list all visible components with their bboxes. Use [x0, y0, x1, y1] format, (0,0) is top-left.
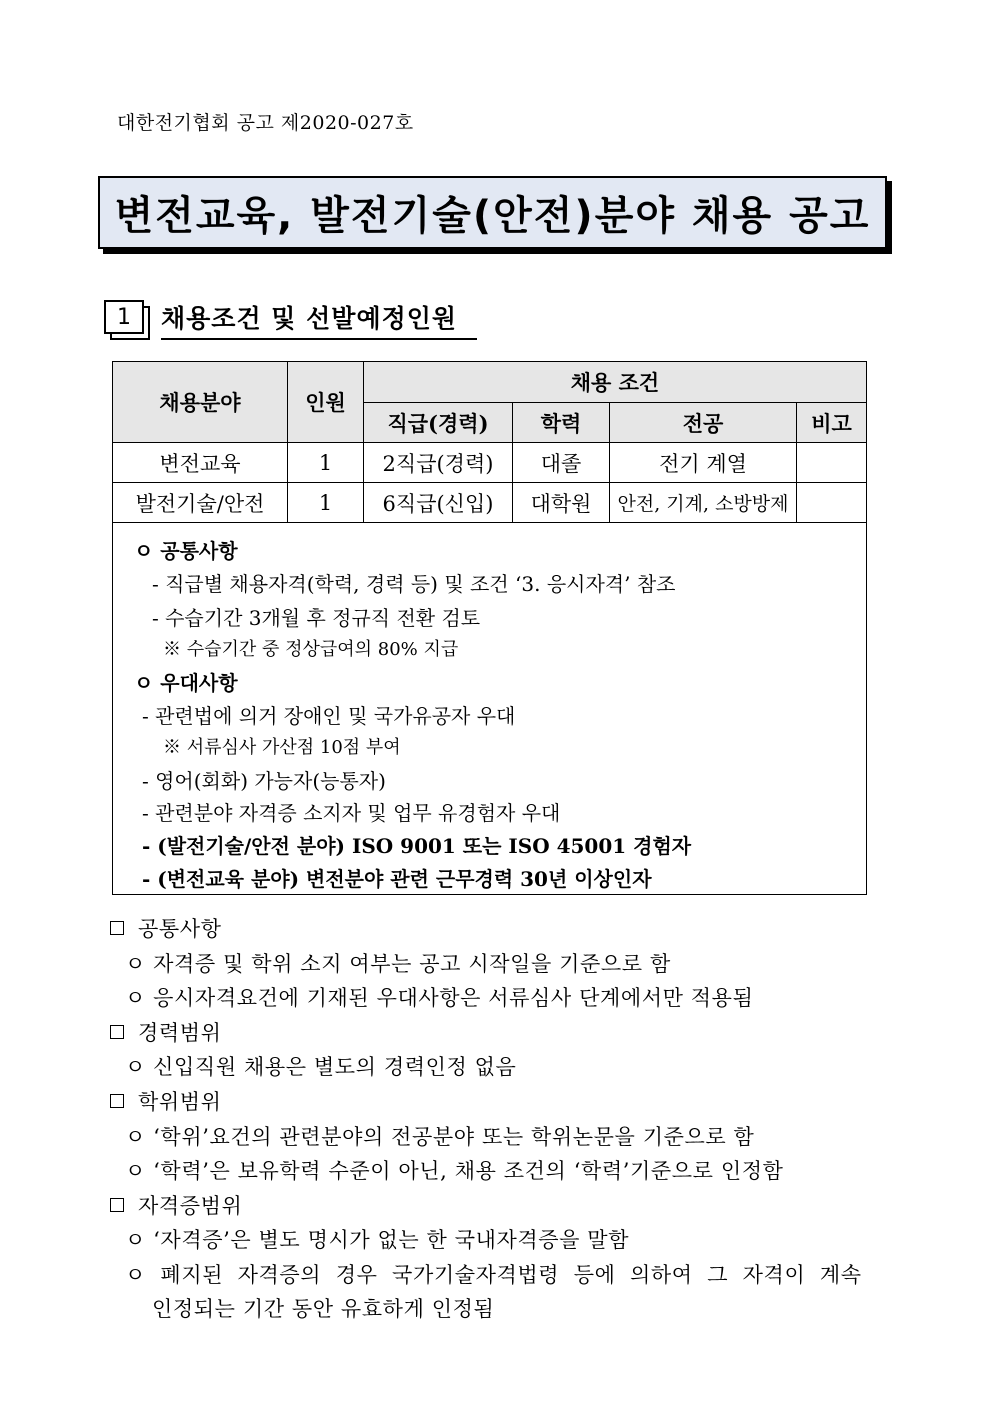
checkbox-square-icon: [110, 921, 124, 935]
note-heading-preference: ㅇ 우대사항: [134, 671, 238, 695]
cell-education: 대졸: [513, 443, 610, 483]
section-number-box: [104, 300, 146, 336]
recruitment-table: [112, 361, 867, 523]
body-line: ㅇ ‘자격증’은 별도 명시가 없는 한 국내자격증을 말함: [125, 1228, 630, 1252]
cell-major: 안전, 기계, 소방방제: [610, 483, 797, 523]
cell-grade: 2직급(경력): [364, 443, 513, 483]
note-line: - 관련분야 자격증 소지자 및 업무 유경험자 우대: [142, 801, 561, 825]
note-remark: ※ 수습기간 중 정상급여의 80% 지급: [163, 639, 459, 660]
body-heading: 자격증범위: [110, 1190, 242, 1220]
table-row: [113, 483, 867, 523]
header-grade: 직급(경력): [364, 403, 513, 443]
body-line: ㅇ 폐지된 자격증의 경우 국가기술자격법령 등에 의하여 그 자격이 계속: [125, 1263, 862, 1287]
body-line: 인정되는 기간 동안 유효하게 인정됨: [152, 1297, 495, 1321]
note-line-bold: - (발전기술/안전 분야) ISO 9001 또는 ISO 45001 경험자: [142, 834, 692, 858]
note-heading-common: ㅇ 공통사항: [134, 539, 238, 563]
note-line: - 수습기간 3개월 후 정규직 전환 검토: [152, 606, 481, 630]
cell-grade: 6직급(신입): [364, 483, 513, 523]
body-line: ㅇ 신입직원 채용은 별도의 경력인정 없음: [125, 1055, 517, 1079]
note-remark: ※ 서류심사 가산점 10점 부여: [163, 737, 401, 758]
note-line-bold: - (변전교육 분야) 변전분야 관련 근무경력 30년 이상인자: [142, 867, 652, 891]
note-line: - 영어(회화) 가능자(능통자): [142, 769, 386, 793]
header-count: 인원: [288, 362, 364, 443]
table-row: [113, 443, 867, 483]
cell-field: 발전기술/안전: [113, 483, 288, 523]
checkbox-square-icon: [110, 1094, 124, 1108]
cell-field: 변전교육: [113, 443, 288, 483]
page-title: 변전교육, 발전기술(안전)분야 채용 공고: [114, 193, 871, 239]
body-line: ㅇ 응시자격요건에 기재된 우대사항은 서류심사 단계에서만 적용됨: [125, 986, 754, 1010]
cell-education: 대학원: [513, 483, 610, 523]
note-line: - 관련법에 의거 장애인 및 국가유공자 우대: [142, 704, 516, 728]
cell-remarks: [797, 443, 867, 483]
header-major: 전공: [610, 403, 797, 443]
checkbox-square-icon: [110, 1025, 124, 1039]
section-number: 1: [104, 300, 144, 334]
note-line: - 직급별 채용자격(학력, 경력 등) 및 조건 ‘3. 응시자격’ 참조: [152, 572, 676, 596]
header-education: 학력: [513, 403, 610, 443]
checkbox-square-icon: [110, 1198, 124, 1212]
header-conditions: 채용 조건: [364, 362, 867, 403]
cell-count: 1: [288, 483, 364, 523]
body-line: ㅇ ‘학력’은 보유학력 수준이 아닌, 채용 조건의 ‘학력’기준으로 인정함: [125, 1159, 784, 1183]
body-heading: 경력범위: [110, 1017, 222, 1047]
title-box: [98, 176, 887, 249]
cell-count: 1: [288, 443, 364, 483]
body-line: ㅇ ‘학위’요건의 관련분야의 전공분야 또는 학위논문을 기준으로 함: [125, 1125, 755, 1149]
title-banner: [98, 176, 887, 249]
notice-number: 대한전기협회 공고 제2020-027호: [117, 112, 414, 134]
cell-major: 전기 계열: [610, 443, 797, 483]
header-field: 채용분야: [113, 362, 288, 443]
header-remarks: 비고: [797, 403, 867, 443]
section-title: 채용조건 및 선발예정인원: [161, 300, 477, 340]
body-heading: 학위범위: [110, 1086, 222, 1116]
body-line: ㅇ 자격증 및 학위 소지 여부는 공고 시작일을 기준으로 함: [125, 952, 671, 976]
cell-remarks: [797, 483, 867, 523]
body-heading: 공통사항: [110, 913, 222, 943]
